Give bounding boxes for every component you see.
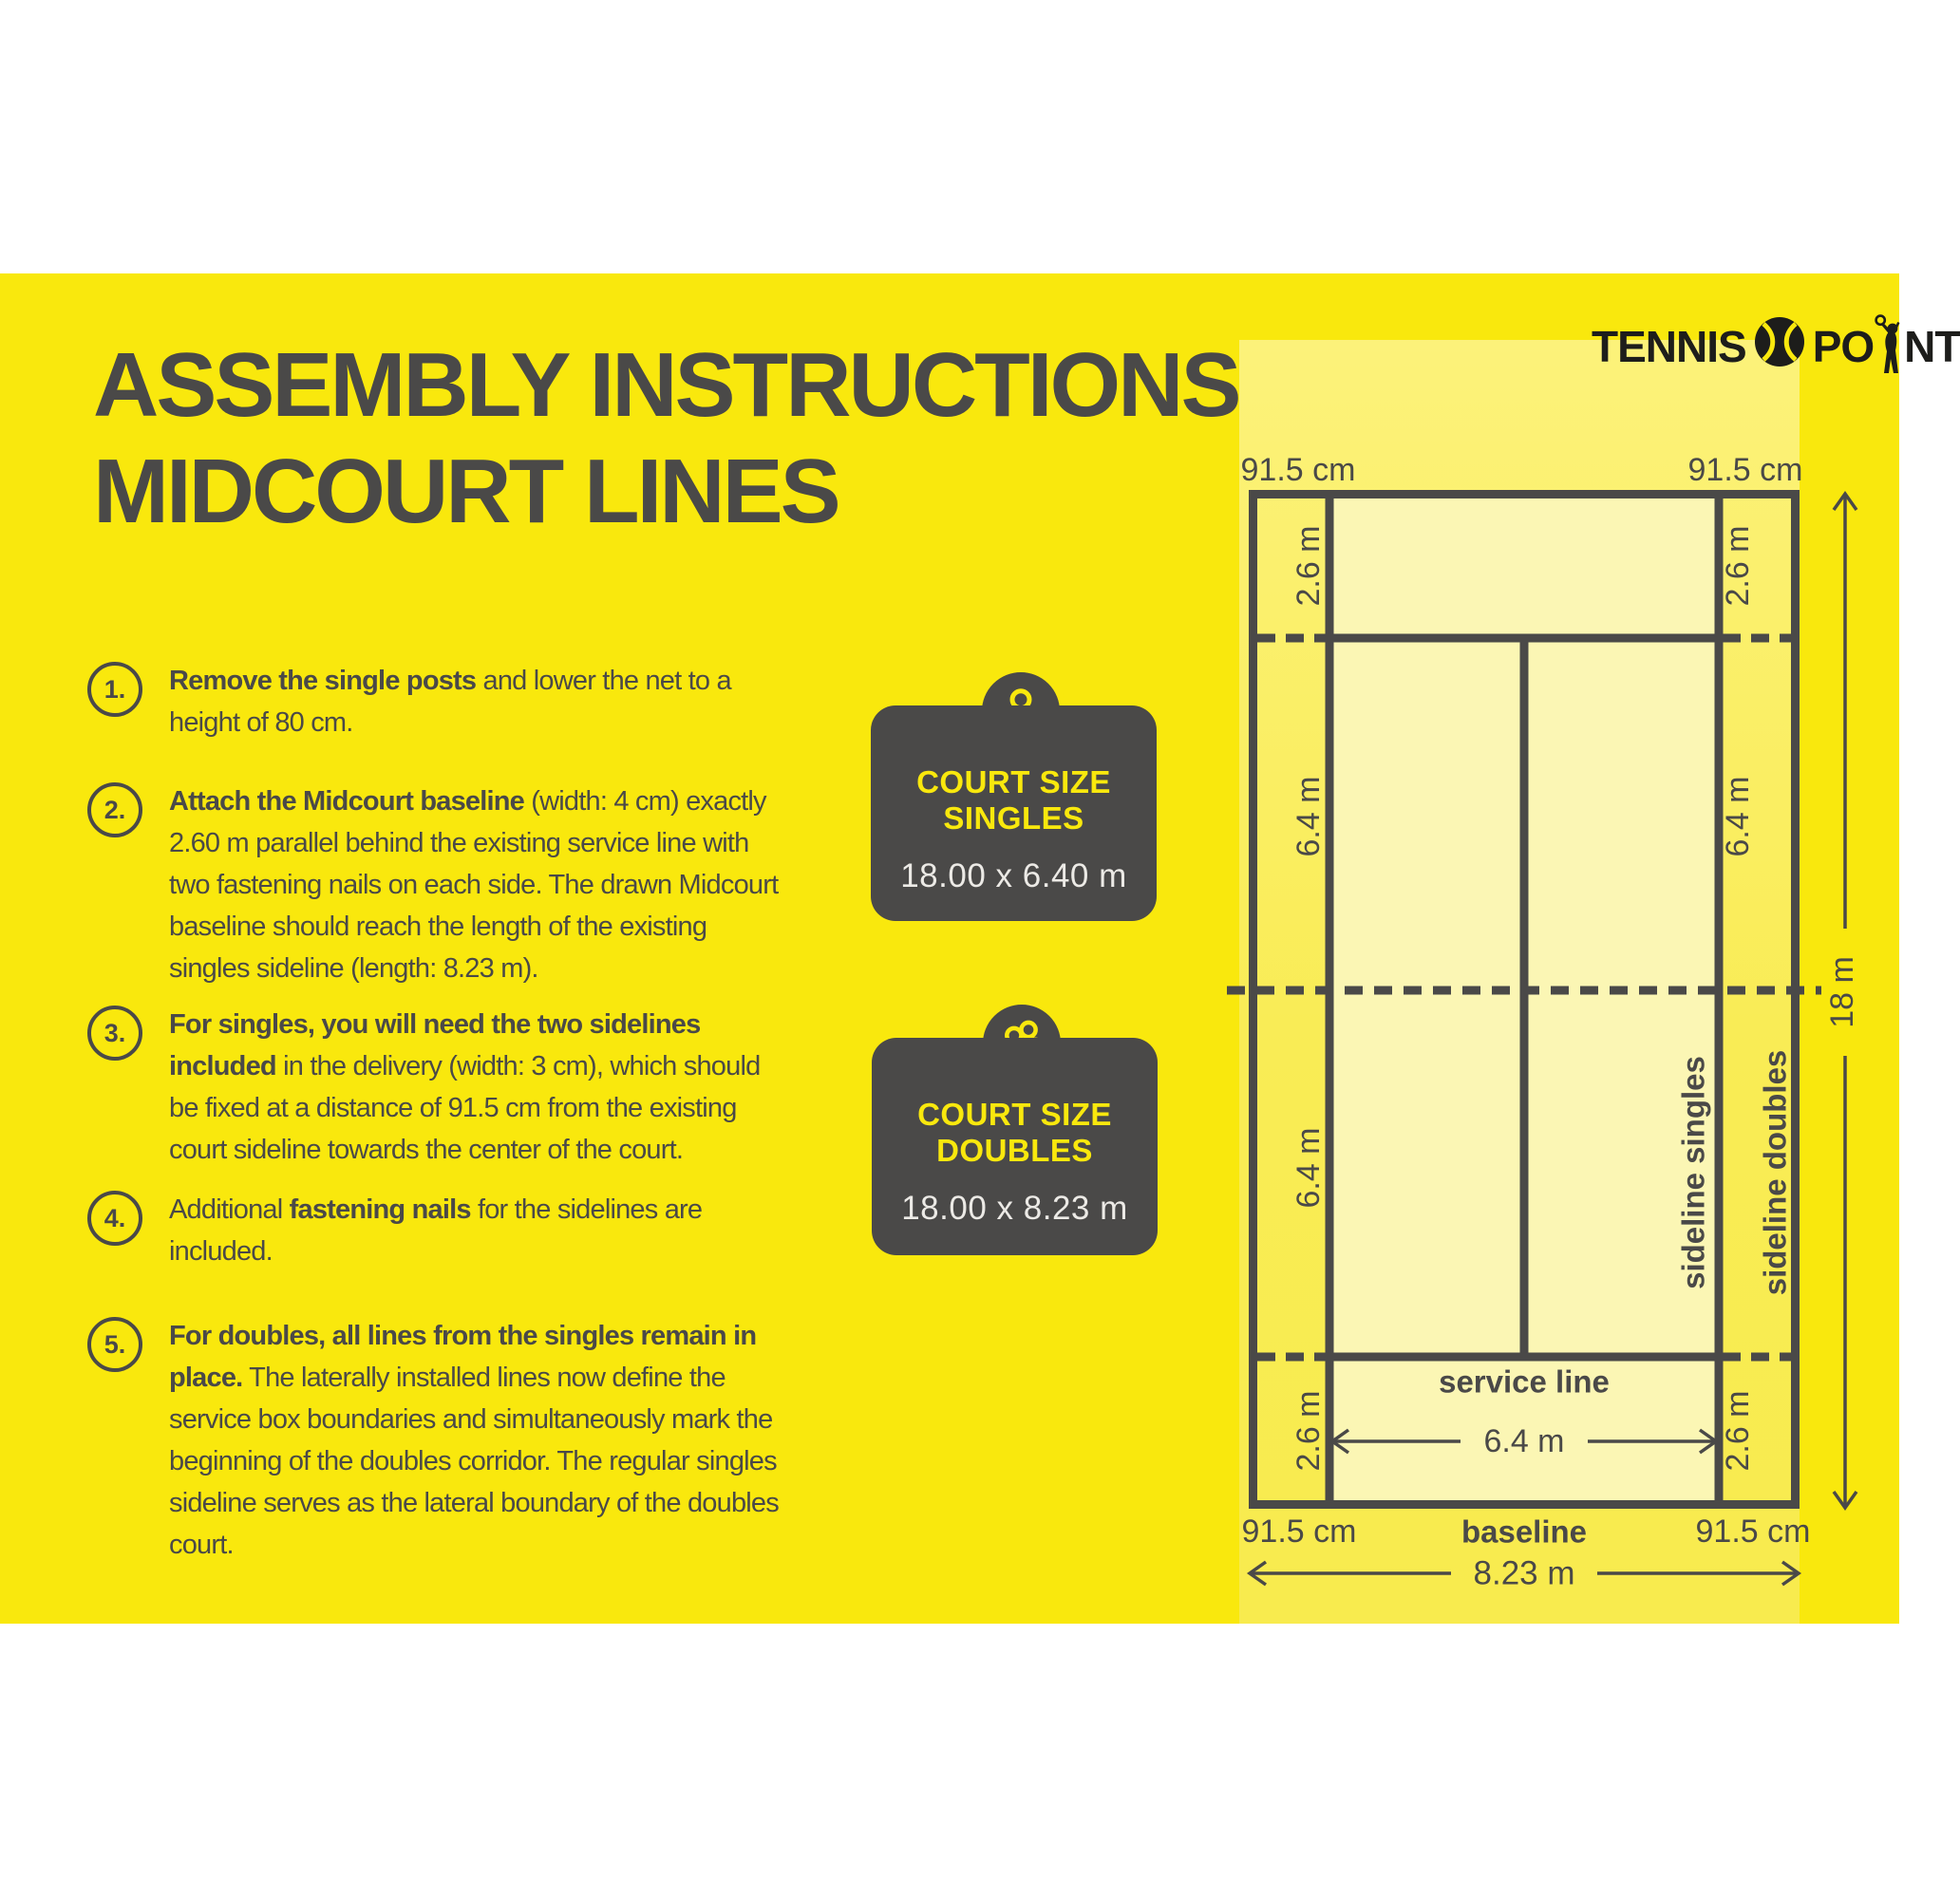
doubles-badge-value: 18.00 x 8.23 m bbox=[901, 1190, 1128, 1227]
instruction-text bbox=[169, 1315, 788, 1566]
instruction-number-circle: 1. bbox=[87, 662, 142, 717]
segment-label-upper-left: 6.4 m bbox=[1291, 776, 1327, 857]
instruction-text-regular: for the sidelines are included. bbox=[169, 1194, 703, 1267]
page-title-line1: ASSEMBLY INSTRUCTIONS bbox=[93, 334, 1239, 436]
margin-label-bottom-left: 91.5 cm bbox=[1241, 1514, 1357, 1550]
singles-width-label: 6.4 m bbox=[1483, 1423, 1565, 1459]
margin-label-top-left: 91.5 cm bbox=[1240, 452, 1356, 488]
sideline-singles-label: sideline singles bbox=[1675, 1056, 1711, 1289]
service-line-label: service line bbox=[1439, 1363, 1610, 1400]
instruction-text-bold: For singles, you will need the two sidelines included bbox=[169, 1009, 701, 1081]
instruction-text-bold: fastening nails bbox=[289, 1194, 471, 1225]
instruction-text bbox=[169, 1189, 788, 1272]
corridor-label-bottom-right: 2.6 m bbox=[1720, 1390, 1756, 1472]
tennis-player-icon bbox=[1875, 312, 1903, 385]
instruction-text bbox=[169, 780, 788, 989]
court-size-doubles-badge bbox=[872, 1038, 1158, 1255]
instruction-text bbox=[169, 1004, 788, 1171]
doubles-badge-title-line2: DOUBLES bbox=[936, 1133, 1093, 1168]
margin-label-top-right: 91.5 cm bbox=[1687, 452, 1803, 488]
logo-word-nt: NT bbox=[1904, 322, 1960, 371]
segment-label-upper-right: 6.4 m bbox=[1720, 776, 1756, 857]
singles-badge-title-line1: COURT SIZE bbox=[916, 764, 1111, 799]
instruction-text-regular: Additional bbox=[169, 1194, 290, 1225]
corridor-label-bottom-left: 2.6 m bbox=[1291, 1390, 1327, 1472]
instruction-item-5 bbox=[87, 1315, 788, 1566]
doubles-badge-title-line1: COURT SIZE bbox=[917, 1097, 1112, 1132]
logo-word-po: PO bbox=[1812, 322, 1875, 371]
instruction-text bbox=[169, 660, 788, 743]
instruction-number-circle: 2. bbox=[87, 782, 142, 837]
sideline-doubles-label: sideline doubles bbox=[1757, 1049, 1793, 1296]
instruction-text-bold: Remove the single posts bbox=[169, 666, 477, 696]
instruction-item-1 bbox=[87, 660, 788, 743]
page-title-line2: MIDCOURT LINES bbox=[93, 441, 839, 542]
instruction-text-regular: The laterally installed lines now define the service box boundaries and simultaneously mark the beginning of the doubles corridor. The regular singles sideline serves as the lateral boundary of the doubles court. bbox=[169, 1363, 779, 1560]
instruction-text-bold: Attach the Midcourt baseline bbox=[169, 786, 524, 817]
instruction-text-regular: in the delivery (width: 3 cm), which should be fixed at a distance of 91.5 cm from the existing court sideline towards the center of the court. bbox=[169, 1051, 761, 1165]
instruction-item-4 bbox=[87, 1189, 788, 1272]
logo-word-tennis: TENNIS bbox=[1592, 322, 1746, 371]
instruction-number-circle: 5. bbox=[87, 1317, 142, 1372]
singles-badge-title-line2: SINGLES bbox=[943, 800, 1084, 836]
corridor-label-top-left: 2.6 m bbox=[1291, 525, 1327, 607]
singles-badge-title bbox=[880, 764, 1147, 837]
segment-label-lower-left: 6.4 m bbox=[1291, 1127, 1327, 1209]
corridor-label-top-right: 2.6 m bbox=[1720, 525, 1756, 607]
instruction-item-2 bbox=[87, 780, 788, 989]
instruction-number-circle: 3. bbox=[87, 1006, 142, 1061]
court-size-singles-badge bbox=[871, 705, 1157, 921]
court-diagram bbox=[1178, 418, 1899, 1614]
total-height-label: 18 m bbox=[1824, 956, 1860, 1028]
margin-label-bottom-right: 91.5 cm bbox=[1695, 1514, 1811, 1550]
baseline-label: baseline bbox=[1461, 1514, 1588, 1550]
tennis-point-logo bbox=[1592, 313, 1960, 380]
page-title bbox=[93, 332, 1239, 545]
instruction-item-3 bbox=[87, 1004, 788, 1171]
instruction-text-regular: (width: 4 cm) exactly 2.60 m parallel behind the existing service line with two fastening nails on each side. The drawn Midcourt baseline should reach the length of the existing singles sideline (length: 8.23 m). bbox=[169, 786, 779, 984]
singles-badge-value: 18.00 x 6.40 m bbox=[900, 857, 1127, 894]
doubles-badge-title bbox=[881, 1097, 1148, 1169]
instruction-text-bold: For doubles, all lines from the singles remain in place. bbox=[169, 1321, 757, 1393]
total-width-label: 8.23 m bbox=[1473, 1554, 1575, 1592]
instruction-text-regular: and lower the net to a height of 80 cm. bbox=[169, 666, 731, 738]
instruction-number-circle: 4. bbox=[87, 1191, 142, 1246]
tennis-ball-icon bbox=[1753, 315, 1806, 379]
